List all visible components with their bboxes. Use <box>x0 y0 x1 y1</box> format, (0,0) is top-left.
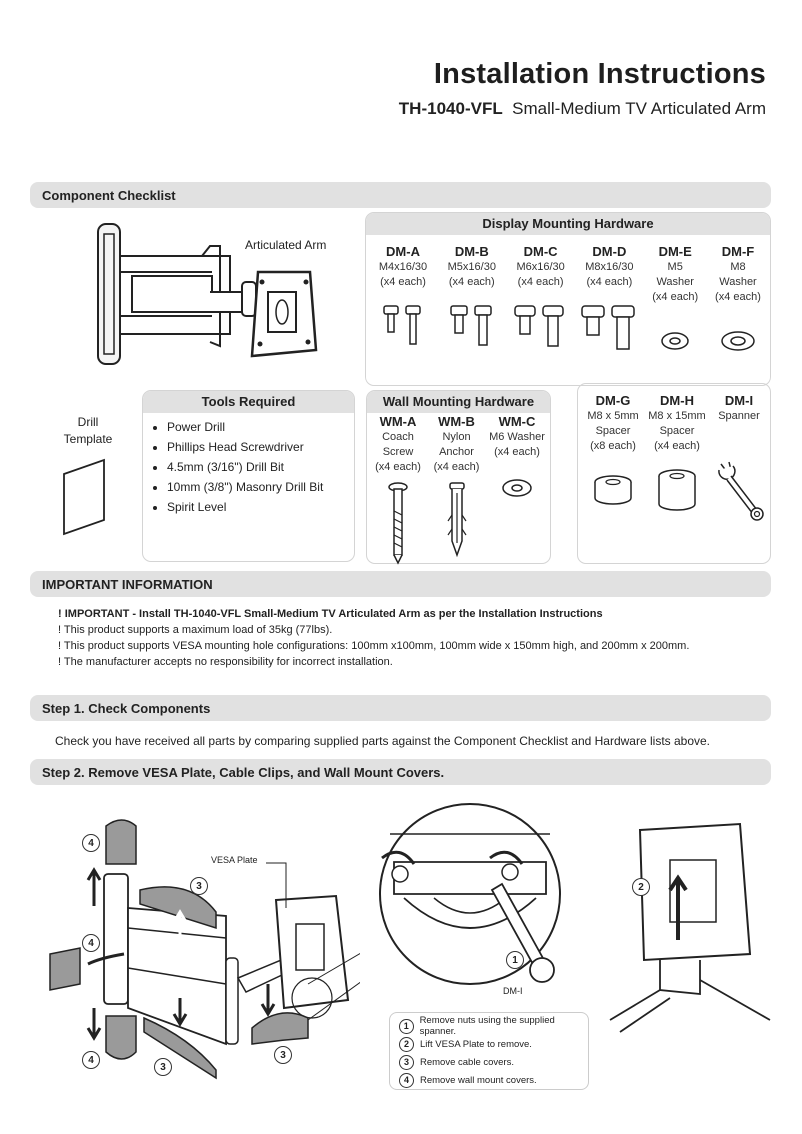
hardware-item-wm-a: WM-A Coach Screw (x4 each) <box>369 413 427 570</box>
tool-item: • Phillips Head Screwdriver <box>167 437 354 457</box>
nylon-anchor-icon <box>442 481 472 565</box>
wall-hardware-heading: Wall Mounting Hardware <box>367 391 550 413</box>
page-title: Installation Instructions <box>433 58 766 90</box>
important-line: ! This product supports a maximum load of 35kg (77lbs). <box>58 624 333 636</box>
hardware-item-dm-a: DM-A M4x16/30 (x4 each) <box>370 243 436 375</box>
callout-3: 3 <box>154 1058 172 1076</box>
vesa-lift-illustration <box>600 820 780 1040</box>
wall-mounting-hardware-panel <box>366 390 551 564</box>
hardware-item-wm-c: WM-C M6 Washer (x4 each) <box>486 413 548 570</box>
articulated-arm-label: Articulated Arm <box>245 238 327 252</box>
washer-icon <box>718 327 758 357</box>
display-mounting-hardware-panel <box>365 212 771 386</box>
display-hardware-heading: Display Mounting Hardware <box>366 213 770 235</box>
component-checklist-heading: Component Checklist <box>30 182 771 208</box>
washer-icon <box>657 327 693 357</box>
legend-item: 3 Remove cable covers. <box>399 1053 588 1071</box>
vesa-plate-label: VESA Plate <box>211 855 258 865</box>
spacer-icon <box>654 466 700 516</box>
hardware-item-dm-f: DM-F M8 Washer (x4 each) <box>708 243 768 375</box>
important-line: ! The manufacturer accepts no responsibility for incorrect installation. <box>58 656 393 668</box>
hardware-item-dm-d: DM-D M8x16/30 (x4 each) <box>576 243 642 375</box>
hardware-item-dm-b: DM-B M5x16/30 (x4 each) <box>439 243 505 375</box>
important-information-text <box>58 606 773 670</box>
product-name: Small-Medium TV Articulated Arm <box>512 99 766 118</box>
step1-text: Check you have received all parts by comparing supplied parts against the Component Checklist and Hardware lists above. <box>55 734 711 748</box>
hardware-item-dm-e: DM-E M5 Washer (x4 each) <box>645 243 705 375</box>
model-number: TH-1040-VFL <box>398 99 503 118</box>
legend-item: 4 Remove wall mount covers. <box>399 1071 588 1089</box>
legend-item: 2 Lift VESA Plate to remove. <box>399 1035 588 1053</box>
step1-heading: Step 1. Check Components <box>30 695 771 721</box>
tools-list <box>143 417 354 517</box>
tool-item: • 4.5mm (3/16") Drill Bit <box>167 457 354 477</box>
important-information-heading: IMPORTANT INFORMATION <box>30 571 771 597</box>
spanner-label: DM-I <box>503 986 523 996</box>
step2-legend <box>389 1012 589 1090</box>
bolt-icon <box>378 304 428 370</box>
page-subtitle <box>399 99 766 119</box>
step2-heading: Step 2. Remove VESA Plate, Cable Clips, and Wall Mount Covers. <box>30 759 771 785</box>
drill-template-illustration <box>60 458 110 538</box>
tool-item: • Spirit Level <box>167 497 354 517</box>
tool-item: • Power Drill <box>167 417 354 437</box>
tools-required-panel <box>142 390 355 562</box>
tool-item: • 10mm (3/8") Masonry Drill Bit <box>167 477 354 497</box>
callout-4: 4 <box>82 834 100 852</box>
spanner-icon <box>711 458 767 524</box>
bolt-icon <box>513 304 569 370</box>
zoom-detail-illustration <box>374 798 566 990</box>
callout-4: 4 <box>82 934 100 952</box>
hardware-item-dm-h: DM-H M8 x 15mm Spacer (x4 each) <box>646 392 708 529</box>
important-lead: ! IMPORTANT - Install TH-1040-VFL Small-Medium TV Articulated Arm as per the Installation Instructions <box>58 608 603 620</box>
callout-1: 1 <box>506 951 524 969</box>
callout-4: 4 <box>82 1051 100 1069</box>
important-line: ! This product supports VESA mounting hole configurations: 100mm x100mm, 100mm wide x 150mm high, and 200mm x 200mm. <box>58 640 690 652</box>
spacer-spanner-panel <box>577 383 771 564</box>
hardware-item-dm-c: DM-C M6x16/30 (x4 each) <box>508 243 574 375</box>
tools-heading: Tools Required <box>143 391 354 413</box>
callout-3: 3 <box>274 1046 292 1064</box>
hardware-item-dm-g: DM-G M8 x 5mm Spacer (x8 each) <box>582 392 644 529</box>
spacer-icon <box>590 472 636 512</box>
callout-3: 3 <box>190 877 208 895</box>
bolt-icon <box>447 304 497 370</box>
coach-screw-icon <box>383 481 413 565</box>
drill-template-label: Drill Template <box>63 415 113 446</box>
callout-2: 2 <box>632 878 650 896</box>
hardware-item-dm-i: DM-I Spanner <box>710 392 768 529</box>
legend-item: 1 Remove nuts using the supplied spanner. <box>399 1017 588 1035</box>
hardware-item-wm-b: WM-B Nylon Anchor (x4 each) <box>431 413 483 570</box>
washer-icon <box>499 474 535 504</box>
bolt-icon <box>580 304 638 370</box>
